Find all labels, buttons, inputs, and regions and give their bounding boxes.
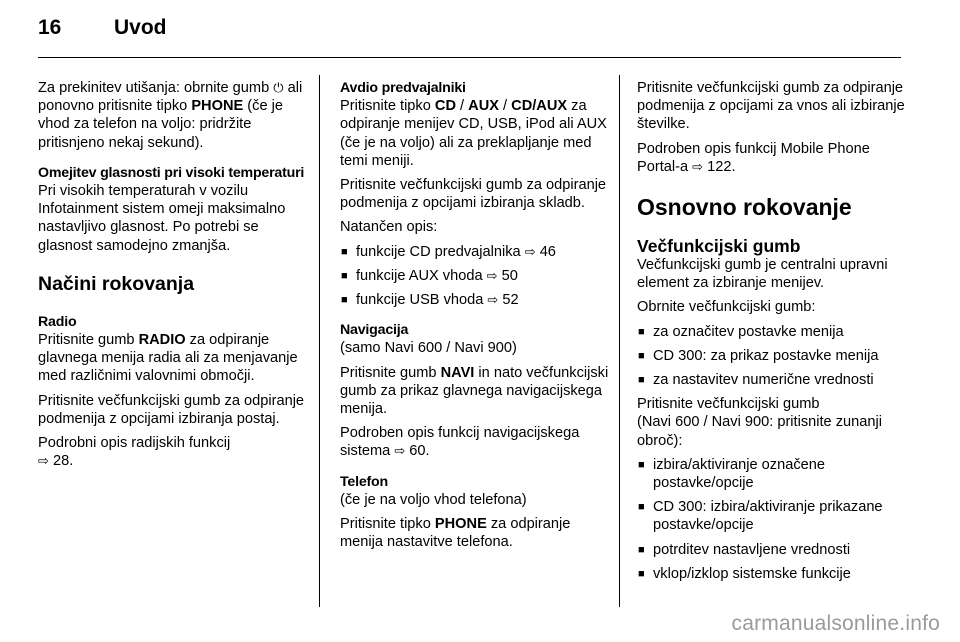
page-ref-arrow-icon: ⇨ — [524, 243, 536, 259]
text: za odpiranje menijev CD, USB, iPod ali AUX (če je na voljo) ali za preklapljanje med temi meniji. — [340, 98, 607, 169]
section-title-operating-modes: Načini rokovanja — [38, 272, 195, 295]
page-ref: 60. — [405, 443, 430, 460]
bullet-icon — [340, 291, 356, 309]
text: Pritisnite tipko — [340, 516, 435, 533]
paragraph-unmute — [38, 79, 308, 152]
text: Pritisnite gumb — [38, 332, 139, 349]
paragraph-audio-tracks: Pritisnite večfunkcijski gumb za odpiranje podmenija z opcijami izbiranja skladb. — [340, 177, 607, 212]
power-icon: ⏻ — [273, 80, 284, 95]
paragraph-nav-models: (samo Navi 600 / Navi 900) — [340, 340, 517, 357]
text: Podroben opis funkcij navigacijskega sistema — [340, 425, 580, 460]
page-ref-arrow-icon: ⇨ — [487, 292, 499, 308]
list-item — [637, 371, 907, 389]
section-title-basic-operation: Osnovno rokovanje — [637, 194, 852, 221]
text: Za prekinitev utišanja: obrnite gumb — [38, 80, 274, 96]
subsection-title-multifunction-knob: Večfunkcijski gumb — [637, 236, 801, 257]
column-left — [38, 79, 308, 476]
paragraph-details: Natančen opis: — [340, 219, 438, 236]
paragraph-tel-availability: (če je na voljo vhod telefona) — [340, 491, 527, 508]
text: za nastavitev numerične vrednosti — [653, 372, 874, 389]
page-ref: 122. — [703, 158, 736, 175]
column-right — [637, 79, 907, 589]
keyword-navi: NAVI — [440, 364, 475, 381]
text: funkcije USB vhoda — [356, 292, 488, 309]
paragraph-phone-portal-ref — [637, 140, 907, 176]
bullet-icon — [637, 323, 653, 341]
paragraph-radio-ref — [38, 434, 308, 470]
paragraph-turn-knob: Obrnite večfunkcijski gumb: — [637, 299, 816, 316]
paragraph-press-knob: Pritisnite večfunkcijski gumb — [637, 396, 820, 413]
paragraph-knob-intro: Večfunkcijski gumb je centralni upravni element za izbiranje menijev. — [637, 257, 888, 292]
text: Pritisnite gumb — [340, 364, 441, 381]
text: CD 300: za prikaz postavke menija — [653, 347, 879, 364]
bullet-icon — [340, 243, 356, 261]
bullet-icon — [637, 456, 653, 492]
list-item — [340, 267, 610, 285]
text: funkcije AUX vhoda — [356, 267, 487, 284]
text: in nato večfunkcijski gumb za prikaz glavnega navigacijskega menija. — [340, 364, 609, 418]
column-divider-2 — [619, 75, 620, 607]
list-item — [637, 498, 907, 534]
text: za odpiranje glavnega menija radia ali za menjavanje med različnimi valovnimi območji. — [38, 332, 298, 385]
list-item — [340, 243, 610, 261]
text: potrditev nastavljene vrednosti — [653, 541, 851, 558]
page-ref-arrow-icon: ⇨ — [394, 443, 406, 459]
list-item — [637, 541, 907, 559]
paragraph-nav-ref — [340, 424, 610, 460]
page-ref: 50 — [497, 267, 518, 284]
page-ref: 46 — [535, 243, 556, 260]
text: vklop/izklop sistemske funkcije — [653, 565, 851, 582]
bullet-icon — [340, 267, 356, 285]
column-middle — [340, 79, 610, 557]
keyword-cd-aux: CD/AUX — [511, 98, 568, 115]
page-ref: 28. — [48, 453, 74, 470]
text: za označitev postavke menija — [653, 323, 844, 340]
list-item — [637, 565, 907, 583]
column-divider-1 — [319, 75, 320, 607]
header-rule — [38, 57, 901, 58]
bullet-icon — [637, 498, 653, 534]
keyword-phone: PHONE — [191, 98, 244, 115]
keyword-aux: AUX — [468, 98, 499, 115]
bullet-icon — [637, 347, 653, 365]
keyword-phone: PHONE — [434, 516, 487, 533]
paragraph-number-entry: Pritisnite večfunkcijski gumb za odpiranje podmenija z opcijami za vnos ali izbiranje številke. — [637, 80, 905, 133]
heading-audio-players: Avdio predvajalniki — [340, 80, 466, 96]
text: izbira/aktiviranje označene postavke/opcije — [653, 456, 825, 492]
list-item — [340, 291, 610, 309]
paragraph-audio — [340, 97, 610, 170]
chapter-title: Uvod — [114, 16, 167, 39]
list-item — [637, 347, 907, 365]
text: za odpiranje menija nastavitve telefona. — [340, 516, 571, 551]
keyword-cd: CD — [434, 98, 456, 115]
paragraph-tel — [340, 515, 610, 551]
text: (če je vhod za telefon na voljo: pridržite pritisnjeno nekaj sekund). — [38, 98, 283, 151]
heading-radio: Radio — [38, 313, 77, 330]
list-item — [637, 323, 907, 341]
paragraph-nav — [340, 364, 610, 419]
keyword-radio: RADIO — [138, 332, 186, 349]
paragraph-temperature: Pri visokih temperaturah v vozilu Infotainment sistem omeji maksimalno nastavljivo glasnost. Po potrebi se glasnost samodejno zmanjša. — [38, 183, 286, 254]
bullet-icon — [637, 371, 653, 389]
paragraph-radio-station: Pritisnite večfunkcijski gumb za odpiranje podmenija z opcijami izbiranja postaj. — [38, 392, 305, 427]
heading-navigation: Navigacija — [340, 322, 409, 339]
page-ref-arrow-icon: ⇨ — [486, 267, 498, 283]
text: Podroben opis funkcij Mobile Phone Portal-a — [637, 140, 870, 175]
text: / — [456, 98, 469, 115]
bullet-icon — [637, 541, 653, 559]
list-item — [637, 456, 907, 492]
text: Pritisnite tipko — [340, 98, 435, 115]
bullet-icon — [637, 565, 653, 583]
page-ref-arrow-icon: ⇨ — [38, 453, 49, 469]
text: Podrobni opis radijskih funkcij — [38, 435, 231, 452]
heading-telephone: Telefon — [340, 473, 388, 490]
heading-temperature-limit: Omejitev glasnosti pri visoki temperaturi — [38, 164, 305, 181]
text: funkcije CD predvajalnika — [356, 243, 525, 260]
page-ref-arrow-icon: ⇨ — [692, 158, 704, 174]
text: / — [498, 98, 512, 115]
page-number: 16 — [38, 16, 62, 39]
text: CD 300: izbira/aktiviranje prikazane postavke/opcije — [653, 499, 883, 534]
text: ali ponovno pritisnite tipko — [38, 80, 303, 115]
watermark: carmanualsonline.info — [731, 612, 940, 635]
paragraph-radio — [38, 331, 308, 386]
paragraph-press-outer-ring: (Navi 600 / Navi 900: pritisnite zunanji obroč): — [637, 414, 882, 449]
page-ref: 52 — [498, 292, 519, 309]
